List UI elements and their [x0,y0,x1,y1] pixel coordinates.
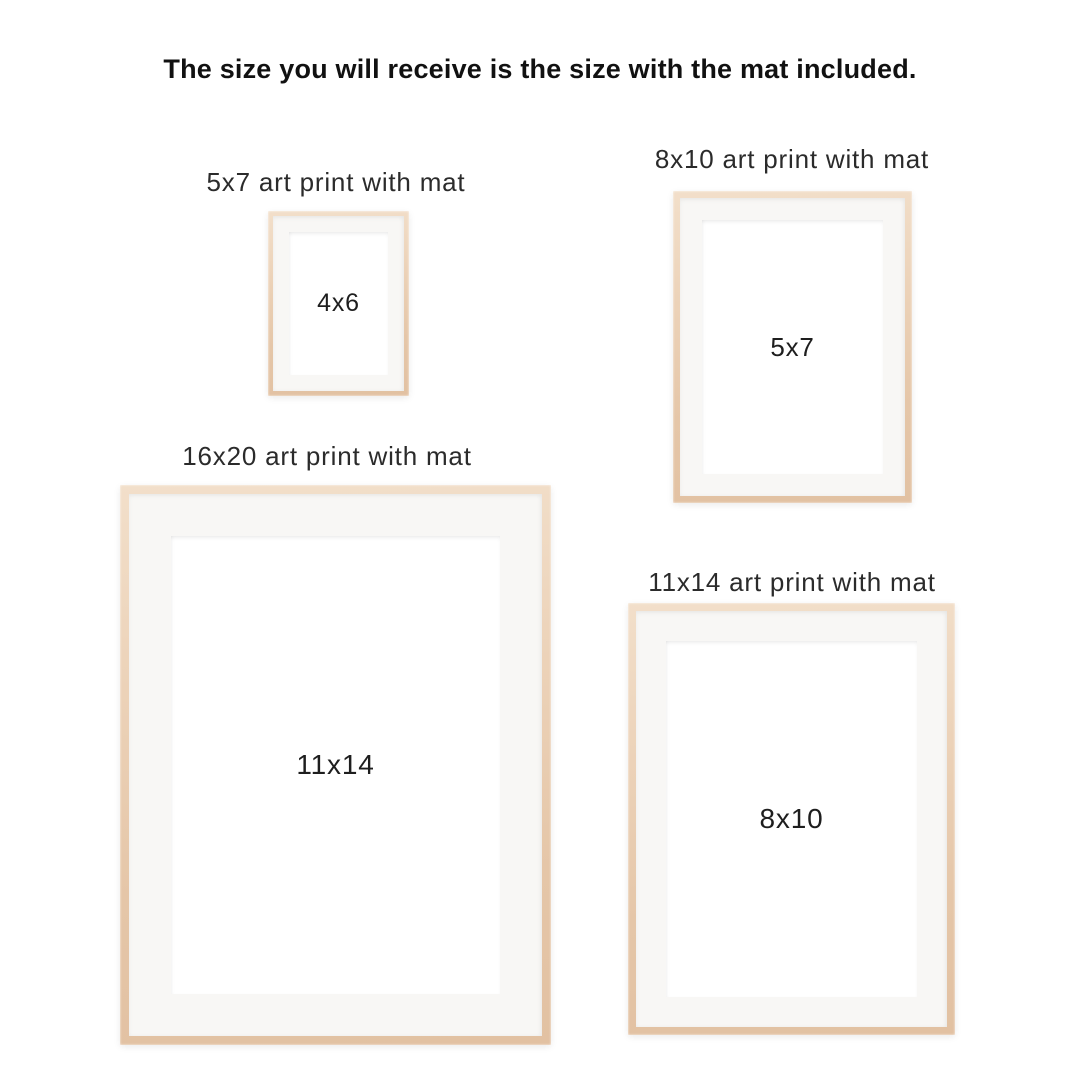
mat-8x10 [680,198,905,496]
frame-caption-5x7: 5x7 art print with mat [206,167,466,197]
print-size-label: 4x6 [317,289,360,317]
print-opening-5x7 [289,232,388,375]
print-size-label: 5x7 [770,331,815,362]
mat-11x14 [636,611,947,1027]
mat-16x20 [129,494,542,1036]
frame-caption-16x20: 16x20 art print with mat [182,441,472,471]
picture-frame-11x14 [628,603,955,1035]
print-size-label: 8x10 [759,803,824,834]
frame-caption-8x10: 8x10 art print with mat [654,144,930,174]
print-opening-11x14 [666,641,917,997]
print-size-label: 11x14 [296,749,375,780]
frame-caption-11x14: 11x14 art print with mat [648,567,936,597]
picture-frame-8x10 [673,191,912,503]
page-title: The size you will receive is the size with the mat included. [163,54,917,84]
mat-5x7 [273,216,404,391]
picture-frame-16x20 [120,485,551,1045]
print-opening-16x20 [171,536,500,994]
picture-frame-5x7 [268,211,409,396]
print-opening-8x10 [702,220,883,474]
